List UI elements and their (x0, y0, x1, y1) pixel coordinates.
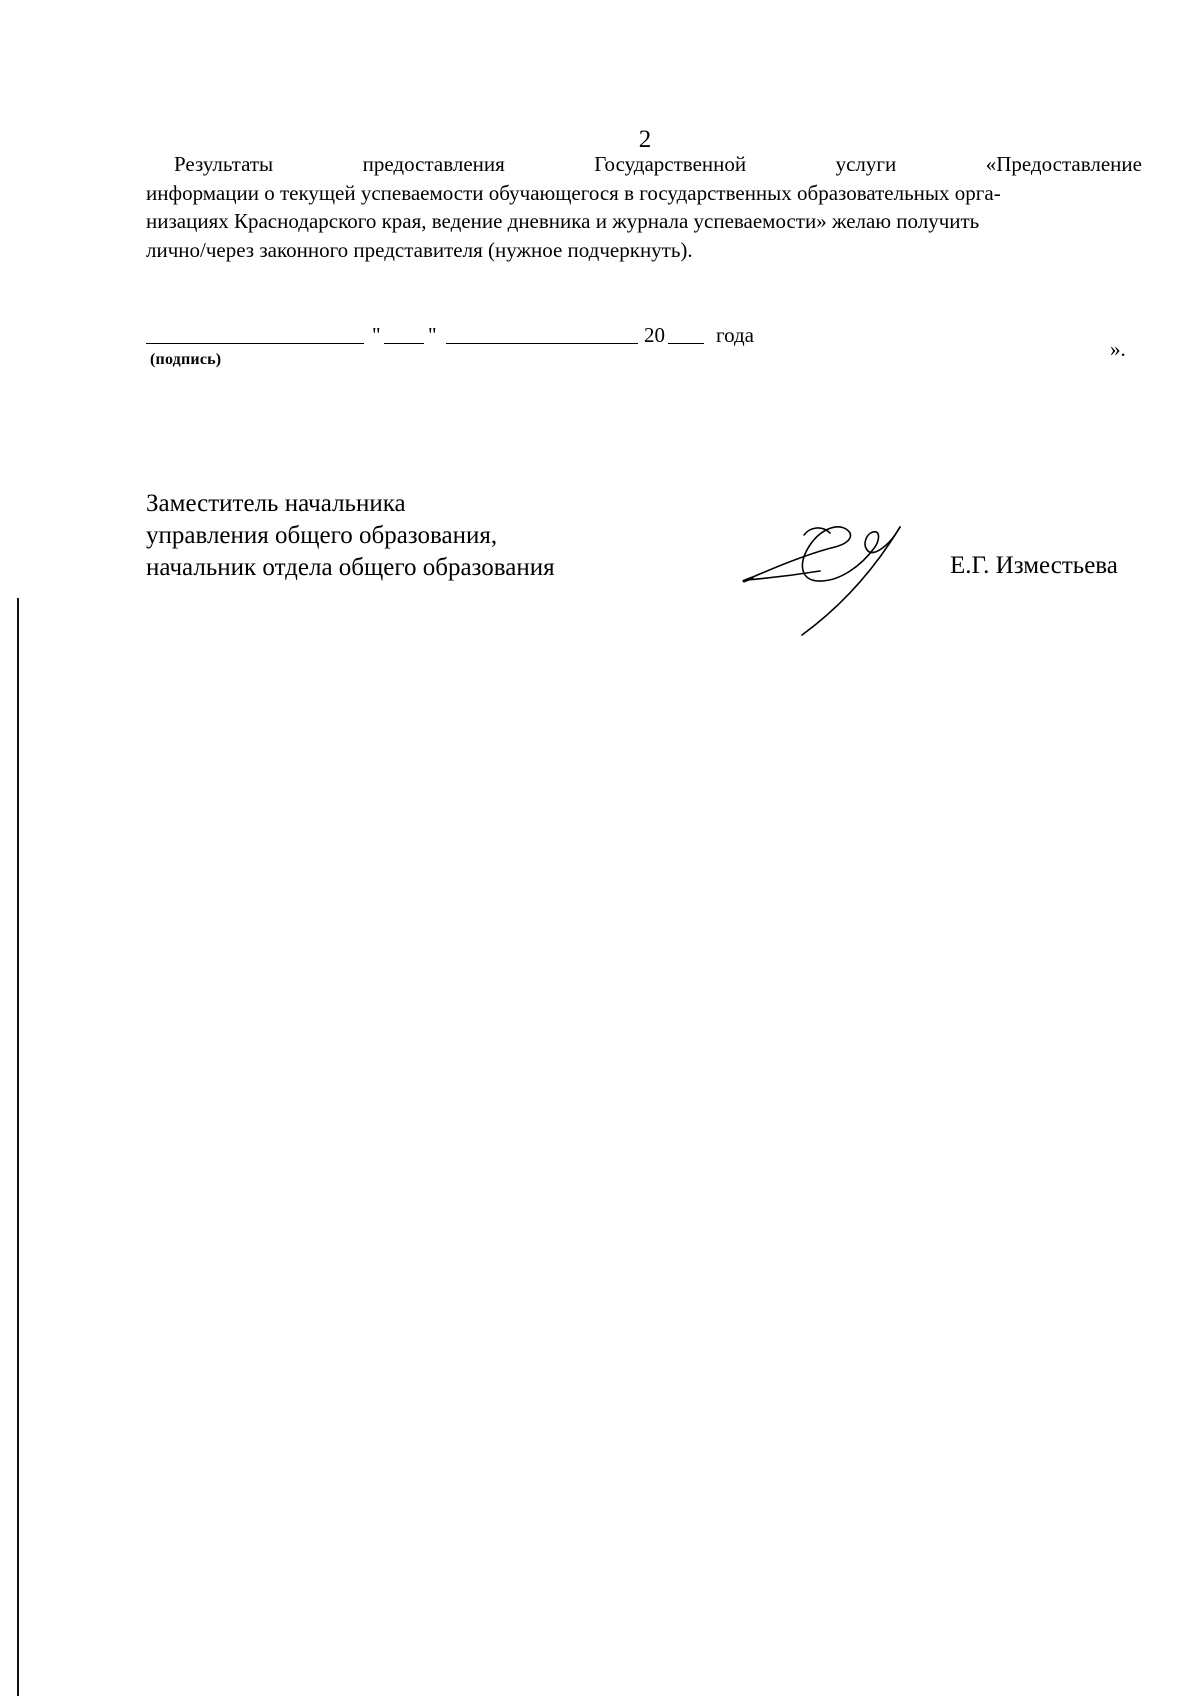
paragraph-line-3: низациях Краснодарского края, ведение дневника и журнала успеваемости» желаю получить (146, 209, 980, 233)
paragraph-word: Государственной (594, 152, 747, 176)
paragraph-line-1 (146, 150, 1142, 179)
day-blank (384, 343, 424, 344)
month-blank (446, 343, 638, 344)
paragraph-word: услуги (835, 152, 897, 176)
year-suffix: года (716, 323, 754, 347)
closing-quote: ». (1110, 337, 1126, 361)
paragraph-word: «Предоставление (985, 152, 1142, 176)
position-line: начальник отдела общего образования (146, 554, 555, 581)
position-line: Заместитель начальника (146, 490, 406, 517)
paragraph-line-4: лично/через законного представителя (нужное подчеркнуть). (146, 237, 693, 262)
paragraph-line-2: информации о текущей успеваемости обучающегося в государственных образовательных орга- (146, 180, 1001, 205)
year-prefix: 20 (644, 323, 665, 347)
position-line: управления общего образования, (146, 522, 498, 549)
signatory-position (146, 488, 555, 584)
signature-blank (146, 343, 364, 344)
page-number: 2 (638, 126, 652, 153)
paragraph-word: предоставления (362, 152, 505, 176)
year-blank (668, 343, 704, 344)
quote-open: " (372, 323, 381, 347)
signatory-name: Е.Г. Изместьева (950, 552, 1118, 579)
body-paragraph (146, 150, 1142, 264)
paragraph-word: Результаты (174, 152, 274, 176)
signature-caption: (подпись) (150, 351, 222, 368)
quote-close: " (428, 323, 437, 347)
date-signature-line (146, 318, 846, 348)
margin-scan-line (17, 598, 19, 1696)
handwritten-signature (740, 505, 920, 640)
